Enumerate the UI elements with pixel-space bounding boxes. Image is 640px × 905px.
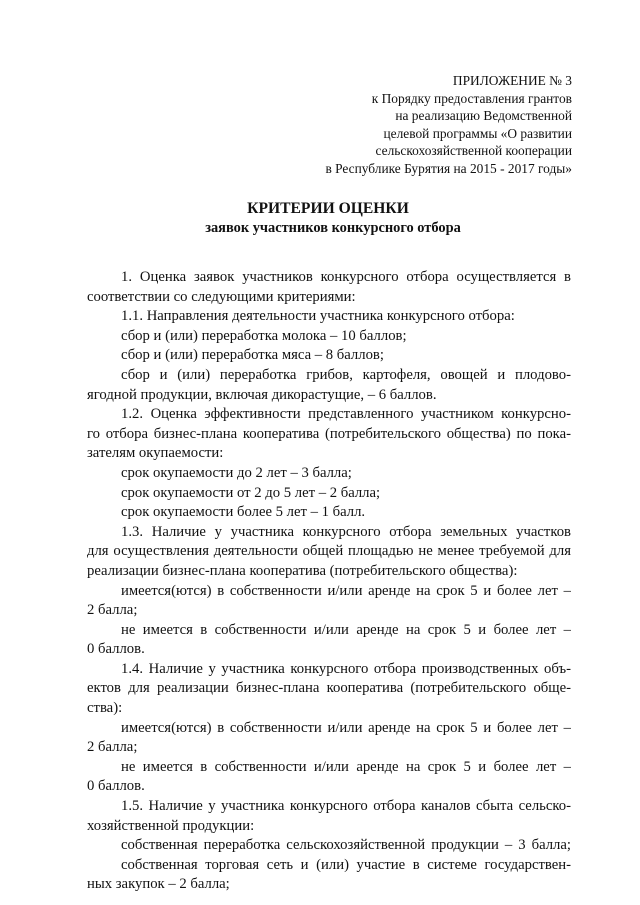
body-line: срок окупаемости от 2 до 5 лет – 2 балла; xyxy=(121,484,381,501)
document-title xyxy=(0,199,640,238)
body-line: ектов для реализации бизнес-плана кооператива (потребительского обще- xyxy=(87,680,571,697)
body-line: срок окупаемости до 2 лет – 3 балла; xyxy=(121,464,352,481)
title-line-1: КРИТЕРИИ ОЦЕНКИ xyxy=(247,200,409,217)
appendix-line: целевой программы «О развитии xyxy=(383,125,572,141)
body-line: 1.4. Наличие у участника конкурсного отбора производственных объ- xyxy=(121,660,571,677)
body-line: срок окупаемости более 5 лет – 1 балл. xyxy=(121,504,366,521)
body-line: ства): xyxy=(87,700,123,717)
appendix-line: в Республике Бурятия на 2015 - 2017 годы» xyxy=(325,160,572,176)
body-line: 1. Оценка заявок участников конкурсного отбора осуществляется в xyxy=(121,269,571,285)
body-line: 1.3. Наличие у участника конкурсного отбора земельных участков xyxy=(121,523,571,540)
body-line: ягодной продукции, включая дикорастущие, – 6 баллов. xyxy=(87,386,437,403)
body-line: 1.5. Наличие у участника конкурсного отбора каналов сбыта сельско- xyxy=(121,798,571,815)
body-line: зателям окупаемости: xyxy=(87,445,224,462)
criteria-body xyxy=(87,268,571,895)
appendix-header xyxy=(242,72,572,177)
body-line: имеется(ются) в собственности и/или аренде на срок 5 и более лет – xyxy=(121,582,571,599)
body-line: имеется(ются) в собственности и/или аренде на срок 5 и более лет – xyxy=(121,719,571,736)
body-line: для осуществления деятельности общей площадью не менее требуемой для xyxy=(87,543,571,560)
body-line: не имеется в собственности и/или аренде на срок 5 и более лет – xyxy=(121,621,571,638)
body-line: хозяйственной продукции: xyxy=(87,817,255,834)
body-line: 1.1. Направления деятельности участника конкурсного отбора: xyxy=(121,308,515,325)
title-line-2: заявок участников конкурсного отбора xyxy=(205,220,461,236)
body-line: 0 баллов. xyxy=(87,641,145,658)
body-line: собственная переработка сельскохозяйственной продукции – 3 балла; xyxy=(121,837,571,854)
body-line: собственная торговая сеть и (или) участие в системе государствен- xyxy=(121,856,571,873)
body-line: не имеется в собственности и/или аренде на срок 5 и более лет – xyxy=(121,758,571,775)
body-line: 2 балла; xyxy=(87,602,138,619)
body-line: 2 балла; xyxy=(87,739,138,756)
body-line: го отбора бизнес-плана кооператива (потребительского общества) по пока- xyxy=(87,425,571,442)
body-line: сбор и (или) переработка молока – 10 баллов; xyxy=(121,327,407,344)
body-line: 1.2. Оценка эффективности представленного участником конкурсно- xyxy=(121,406,571,423)
body-line: реализации бизнес-плана кооператива (потребительского общества): xyxy=(87,562,518,579)
body-line: 0 баллов. xyxy=(87,778,145,795)
body-line: ных закупок – 2 балла; xyxy=(87,876,230,893)
appendix-line: к Порядку предоставления грантов xyxy=(371,90,572,106)
body-line: сбор и (или) переработка мяса – 8 баллов; xyxy=(121,347,384,364)
appendix-line: на реализацию Ведомственной xyxy=(395,108,572,123)
appendix-line: ПРИЛОЖЕНИЕ № 3 xyxy=(452,73,572,88)
body-line: сбор и (или) переработка грибов, картофеля, овощей и плодово- xyxy=(121,366,571,383)
appendix-line: сельскохозяйственной кооперации xyxy=(375,143,572,158)
body-line: соответствии со следующими критериями: xyxy=(87,288,356,305)
